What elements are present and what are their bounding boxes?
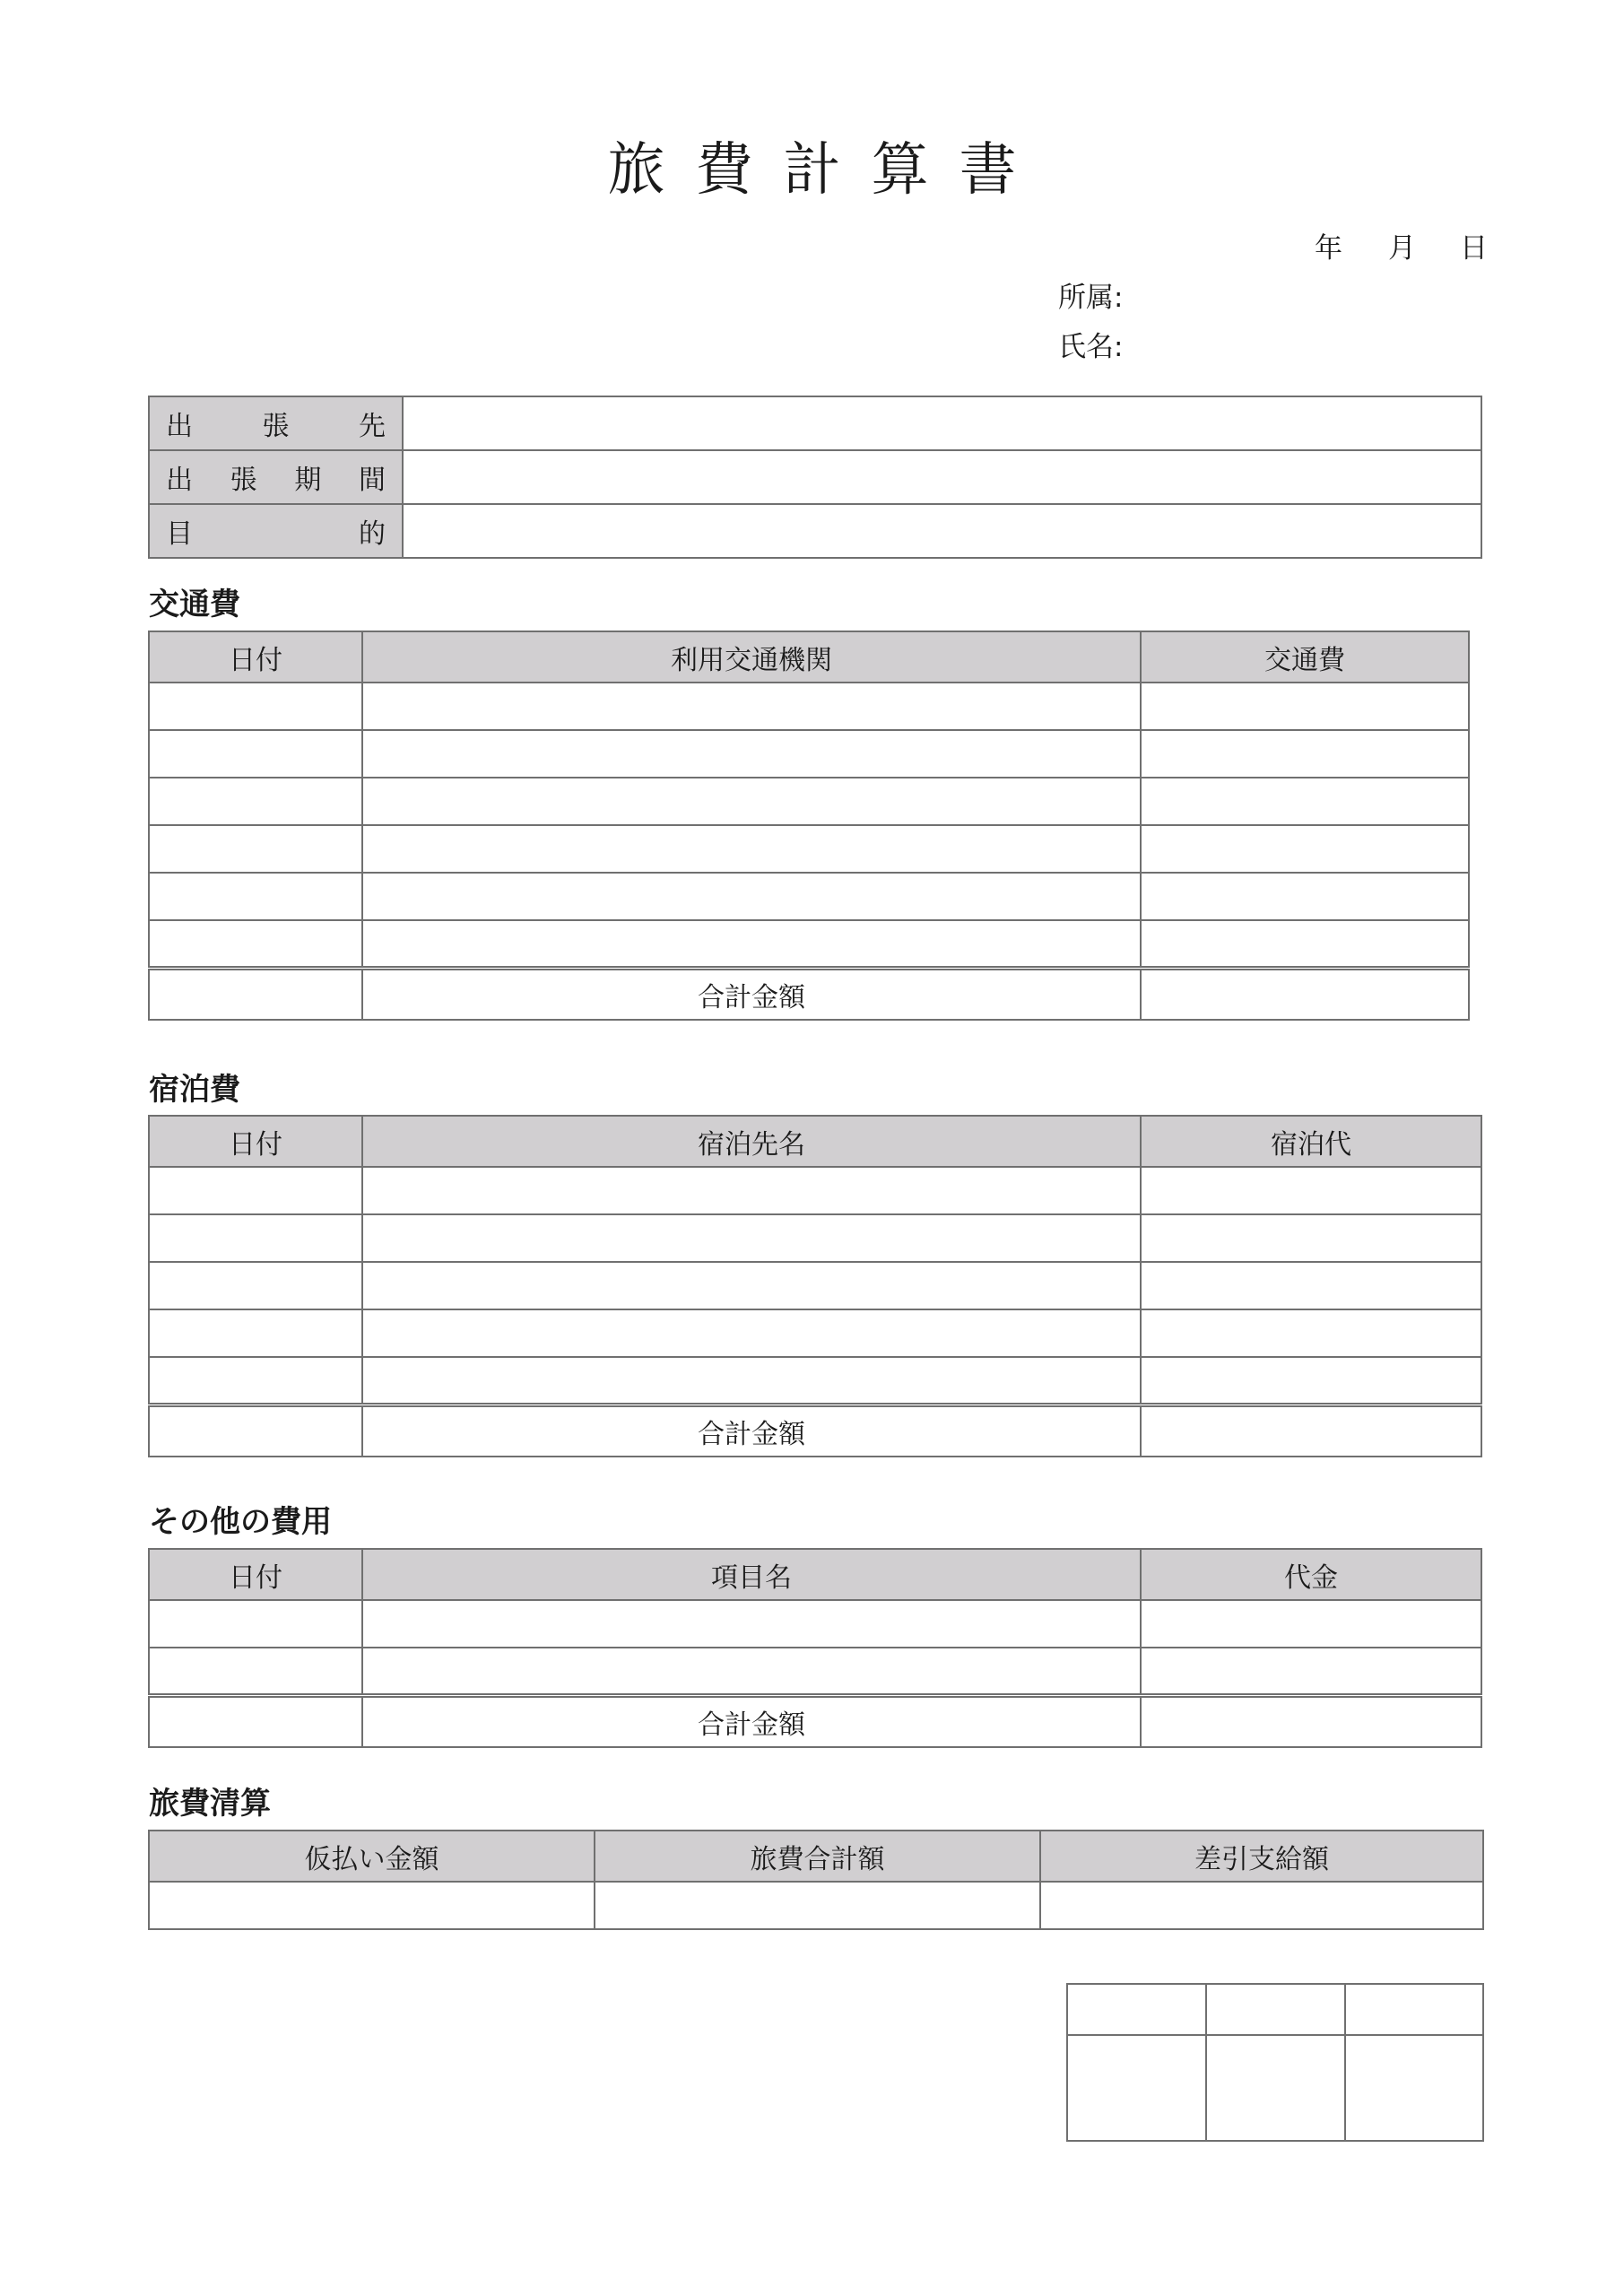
other-section-title: その他の費用 bbox=[149, 1504, 332, 1540]
other-total-field[interactable] bbox=[1141, 1695, 1481, 1747]
other-header-row bbox=[149, 1549, 1481, 1600]
destination-label: 出 張 先 bbox=[149, 396, 403, 450]
destination-field[interactable] bbox=[403, 396, 1481, 450]
stamp-cell[interactable] bbox=[1067, 2035, 1206, 2141]
lodging-section-title: 宿泊費 bbox=[149, 1072, 240, 1108]
stamp-header-cell[interactable] bbox=[1345, 1984, 1483, 2035]
date-year-label: 年 bbox=[1315, 232, 1342, 265]
period-field[interactable] bbox=[403, 450, 1481, 504]
balance-field[interactable] bbox=[1040, 1882, 1483, 1929]
transport-col-date: 日付 bbox=[149, 631, 362, 683]
table-row bbox=[149, 1309, 1481, 1357]
date-day-label: 日 bbox=[1460, 232, 1488, 265]
table-row bbox=[149, 1600, 1481, 1648]
table-row bbox=[149, 1648, 1481, 1695]
settlement-col-balance: 差引支給額 bbox=[1040, 1831, 1483, 1882]
settlement-section-title: 旅費清算 bbox=[149, 1786, 271, 1822]
settlement-header-row bbox=[149, 1831, 1483, 1882]
transport-col-carrier: 利用交通機関 bbox=[362, 631, 1141, 683]
transport-section-title: 交通費 bbox=[149, 587, 240, 622]
stamp-header-cell[interactable] bbox=[1206, 1984, 1345, 2035]
other-total-row bbox=[149, 1695, 1481, 1747]
lodging-table bbox=[148, 1115, 1482, 1457]
advance-amount-field[interactable] bbox=[149, 1882, 595, 1929]
table-row bbox=[149, 1262, 1481, 1309]
stamp-cell[interactable] bbox=[1206, 2035, 1345, 2141]
lodging-total-row bbox=[149, 1405, 1481, 1457]
table-row bbox=[149, 1167, 1481, 1214]
stamp-header-row bbox=[1067, 1984, 1483, 2035]
table-row bbox=[149, 1882, 1483, 1929]
other-expenses-table bbox=[148, 1548, 1482, 1748]
destination-row bbox=[149, 396, 1481, 450]
stamp-cell[interactable] bbox=[1345, 2035, 1483, 2141]
other-col-item: 項目名 bbox=[362, 1549, 1141, 1600]
trip-info-table bbox=[148, 396, 1482, 559]
transport-header-row bbox=[149, 631, 1469, 683]
travel-total-field[interactable] bbox=[595, 1882, 1040, 1929]
other-col-date: 日付 bbox=[149, 1549, 362, 1600]
lodging-header-row bbox=[149, 1116, 1481, 1167]
lodging-col-hotel: 宿泊先名 bbox=[362, 1116, 1141, 1167]
period-row bbox=[149, 450, 1481, 504]
date-month-label: 月 bbox=[1388, 232, 1416, 265]
transport-col-fare: 交通費 bbox=[1141, 631, 1469, 683]
other-total-label: 合計金額 bbox=[362, 1695, 1141, 1747]
table-row bbox=[149, 778, 1469, 825]
other-col-price: 代金 bbox=[1141, 1549, 1481, 1600]
transport-total-field[interactable] bbox=[1141, 968, 1469, 1020]
page-title: 旅費計算書 bbox=[607, 137, 1047, 204]
table-row bbox=[149, 1357, 1481, 1405]
settlement-col-advance: 仮払い金額 bbox=[149, 1831, 595, 1882]
stamp-header-cell[interactable] bbox=[1067, 1984, 1206, 2035]
table-row bbox=[149, 920, 1469, 968]
lodging-total-label: 合計金額 bbox=[362, 1405, 1141, 1457]
lodging-total-field[interactable] bbox=[1141, 1405, 1481, 1457]
table-row bbox=[149, 730, 1469, 778]
transport-total-label: 合計金額 bbox=[362, 968, 1141, 1020]
table-row bbox=[149, 683, 1469, 730]
settlement-table bbox=[148, 1830, 1484, 1930]
table-row bbox=[149, 825, 1469, 873]
purpose-row bbox=[149, 504, 1481, 558]
period-label: 出 張 期 間 bbox=[149, 450, 403, 504]
transport-table bbox=[148, 631, 1470, 1021]
approval-stamp-grid bbox=[1066, 1983, 1484, 2142]
transport-total-row bbox=[149, 968, 1469, 1020]
lodging-col-date: 日付 bbox=[149, 1116, 362, 1167]
lodging-col-cost: 宿泊代 bbox=[1141, 1116, 1481, 1167]
purpose-field[interactable] bbox=[403, 504, 1481, 558]
table-row bbox=[149, 873, 1469, 920]
purpose-label: 目 的 bbox=[149, 504, 403, 558]
affiliation-label: 所属: bbox=[1058, 282, 1124, 314]
stamp-body-row bbox=[1067, 2035, 1483, 2141]
table-row bbox=[149, 1214, 1481, 1262]
settlement-col-total: 旅費合計額 bbox=[595, 1831, 1040, 1882]
name-label: 氏名: bbox=[1058, 331, 1124, 363]
